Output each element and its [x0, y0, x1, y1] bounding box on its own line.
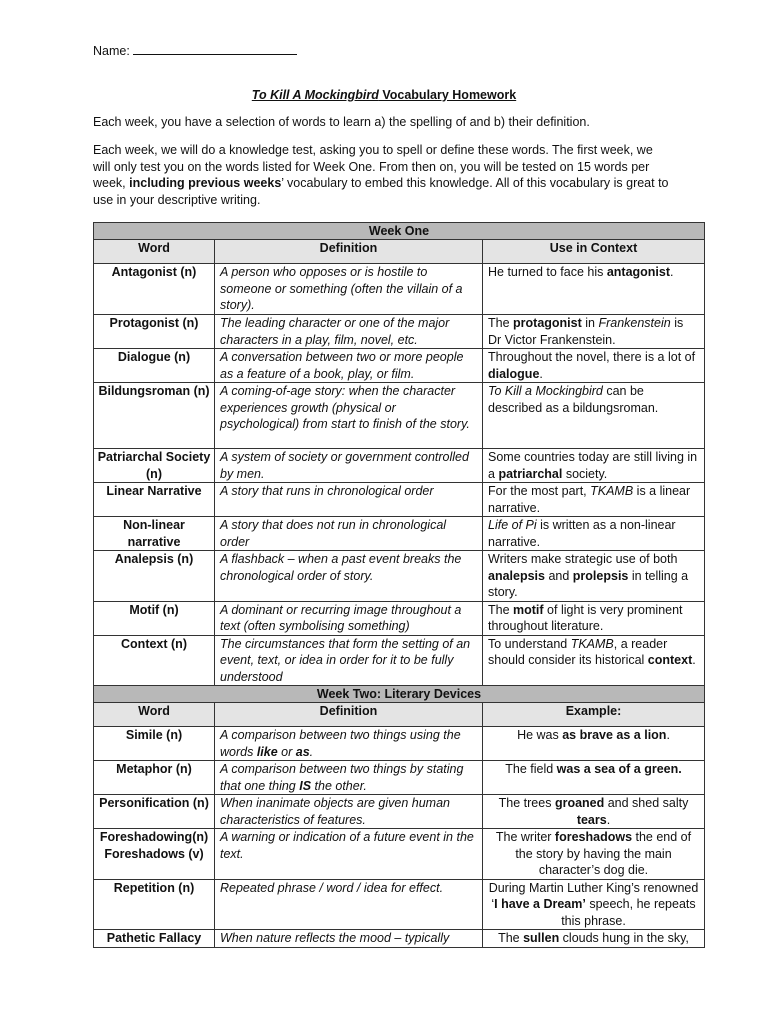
col-word: Word	[94, 240, 215, 264]
word-cell: Context (n)	[94, 635, 215, 686]
word-cell: Patriarchal Society (n)	[94, 449, 215, 483]
week-two-heading: Week Two: Literary Devices	[94, 686, 705, 703]
para2-bold: including previous weeks	[129, 176, 282, 190]
definition-cell: When inanimate objects are given human characteristics of features.	[215, 795, 483, 829]
table-row	[94, 264, 705, 315]
name-underline[interactable]	[133, 42, 297, 55]
example-cell: He was as brave as a lion.	[483, 727, 705, 761]
word-cell: Foreshadowing(n) Foreshadows (v)	[94, 829, 215, 880]
definition-cell: A comparison between two things using the words like or as.	[215, 727, 483, 761]
week-one-heading: Week One	[94, 223, 705, 240]
para2-text-a: Each week, we will do a knowledge test, asking you to spell or define these words. The first week, we will only test you on the words listed for Week One. From then on, you will be tested on 15 words per week,	[93, 143, 653, 190]
title-book: To Kill A Mockingbird	[251, 88, 379, 102]
context-cell: The protagonist in Frankenstein is Dr Victor Frankenstein.	[483, 315, 705, 349]
example-cell: During Martin Luther King’s renowned ‘I have a Dream’ speech, he repeats this phrase.	[483, 879, 705, 930]
table-row	[94, 761, 705, 795]
word-cell: Analepsis (n)	[94, 551, 215, 602]
col-context: Use in Context	[483, 240, 705, 264]
word-cell: Protagonist (n)	[94, 315, 215, 349]
definition-cell: A story that runs in chronological order	[215, 483, 483, 517]
word-cell: Non-linear narrative	[94, 517, 215, 551]
name-field[interactable]	[93, 42, 297, 60]
table-row	[94, 727, 705, 761]
table-row	[94, 635, 705, 686]
table-row	[94, 829, 705, 880]
definition-cell: When nature reflects the mood – typically	[215, 930, 483, 948]
definition-cell: A coming-of-age story: when the character experiences growth (physical or psychological) from start to finish of the story.	[215, 383, 483, 449]
table-row	[94, 383, 705, 449]
definition-cell: A comparison between two things by stating that one thing IS the other.	[215, 761, 483, 795]
table-row	[94, 517, 705, 551]
definition-cell: The circumstances that form the setting of an event, text, or idea in order for it to be fully understood	[215, 635, 483, 686]
week-two-band	[94, 686, 705, 703]
word-cell: Metaphor (n)	[94, 761, 215, 795]
context-cell: Life of Pi is written as a non-linear narrative.	[483, 517, 705, 551]
example-cell: The writer foreshadows the end of the story by having the main character’s dog die.	[483, 829, 705, 880]
definition-cell: A system of society or government controlled by men.	[215, 449, 483, 483]
context-cell: For the most part, TKAMB is a linear narrative.	[483, 483, 705, 517]
context-cell: Some countries today are still living in a patriarchal society.	[483, 449, 705, 483]
table-row	[94, 930, 705, 948]
context-cell: The motif of light is very prominent throughout literature.	[483, 601, 705, 635]
definition-cell: A flashback – when a past event breaks the chronological order of story.	[215, 551, 483, 602]
intro-paragraph-1: Each week, you have a selection of words to learn a) the spelling of and b) their definition.	[93, 115, 590, 129]
table-row	[94, 449, 705, 483]
word-cell: Bildungsroman (n)	[94, 383, 215, 449]
context-cell: Throughout the novel, there is a lot of dialogue.	[483, 349, 705, 383]
definition-cell: Repeated phrase / word / idea for effect.	[215, 879, 483, 930]
definition-cell: The leading character or one of the major characters in a play, film, novel, etc.	[215, 315, 483, 349]
table-row	[94, 795, 705, 829]
col-word: Word	[94, 703, 215, 727]
table-row	[94, 601, 705, 635]
context-cell: To Kill a Mockingbird can be described as a bildungsroman.	[483, 383, 705, 449]
word-cell: Simile (n)	[94, 727, 215, 761]
table-row	[94, 349, 705, 383]
example-cell: The trees groaned and shed salty tears.	[483, 795, 705, 829]
definition-cell: A dominant or recurring image throughout a text (often symbolising something)	[215, 601, 483, 635]
definition-cell: A person who opposes or is hostile to someone or something (often the villain of a story).	[215, 264, 483, 315]
title-rest: Vocabulary Homework	[378, 88, 517, 102]
context-cell: Writers make strategic use of both analepsis and prolepsis in telling a story.	[483, 551, 705, 602]
definition-cell: A warning or indication of a future event in the text.	[215, 829, 483, 880]
definition-cell: A conversation between two or more people as a feature of a book, play, or film.	[215, 349, 483, 383]
vocabulary-table	[93, 222, 705, 948]
para2-text-b: ’ vocabulary to embed this knowledge. All of this vocabulary is great to use in your descriptive writing.	[93, 176, 669, 207]
week-one-band	[94, 223, 705, 240]
word-cell: Motif (n)	[94, 601, 215, 635]
table-row	[94, 315, 705, 349]
context-cell: He turned to face his antagonist.	[483, 264, 705, 315]
page-title	[0, 87, 768, 104]
col-definition: Definition	[215, 240, 483, 264]
example-cell: The field was a sea of a green.	[483, 761, 705, 795]
word-cell: Dialogue (n)	[94, 349, 215, 383]
word-cell: Antagonist (n)	[94, 264, 215, 315]
col-definition: Definition	[215, 703, 483, 727]
name-label: Name:	[93, 44, 130, 58]
word-cell: Pathetic Fallacy	[94, 930, 215, 948]
table-row	[94, 551, 705, 602]
example-cell: The sullen clouds hung in the sky,	[483, 930, 705, 948]
word-cell: Personification (n)	[94, 795, 215, 829]
definition-cell: A story that does not run in chronological order	[215, 517, 483, 551]
week-two-column-headers	[94, 703, 705, 727]
week-one-column-headers	[94, 240, 705, 264]
table-row	[94, 483, 705, 517]
word-cell: Repetition (n)	[94, 879, 215, 930]
intro-paragraph-2	[93, 142, 673, 208]
table-row	[94, 879, 705, 930]
col-example: Example:	[483, 703, 705, 727]
context-cell: To understand TKAMB, a reader should consider its historical context.	[483, 635, 705, 686]
word-cell: Linear Narrative	[94, 483, 215, 517]
